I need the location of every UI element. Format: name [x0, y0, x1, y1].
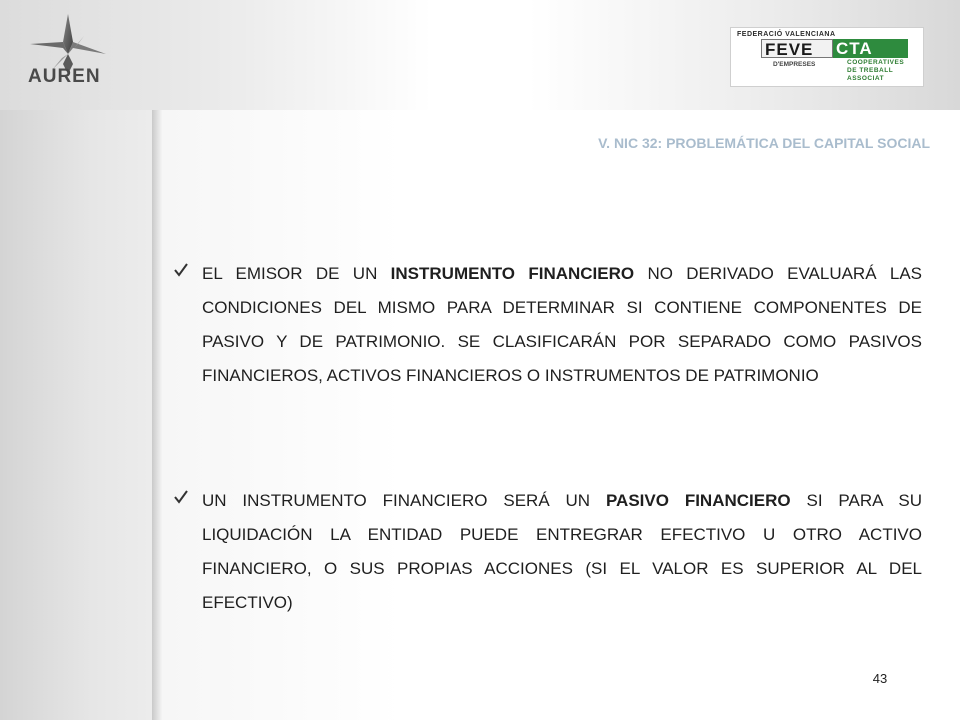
bullet-item-1	[172, 257, 922, 393]
checkmark-icon	[172, 488, 190, 506]
slide-content-area	[162, 110, 960, 720]
fevecta-sub-left: D'EMPRESES	[773, 61, 816, 68]
fevecta-wordmark	[761, 39, 908, 58]
fevecta-word-part2: CTA	[833, 39, 908, 58]
bullet-2-post: SI PARA SU LIQUIDACIÓN LA ENTIDAD PUEDE ENTREGRAR EFECTIVO U OTRO ACTIVO FINANCIERO, O SUS PROPIAS ACCIONES (SI EL VALOR ES SUPERIOR AL DEL EFECTIVO)	[202, 491, 922, 612]
sidebar-shadow	[152, 110, 162, 720]
bullet-2-pre: UN INSTRUMENTO FINANCIERO SERÁ UN	[202, 491, 606, 510]
bullet-1-pre: EL EMISOR DE UN	[202, 264, 391, 283]
fevecta-sub-right: COOPERATIVES DE TREBALL ASSOCIAT	[847, 59, 905, 82]
bullet-text-1	[202, 257, 922, 393]
checkmark-icon	[172, 261, 190, 279]
page-number: 43	[872, 671, 888, 686]
auren-wordmark: AUREN	[28, 66, 101, 87]
bullet-text-2	[202, 484, 922, 620]
bullet-item-2	[172, 484, 922, 620]
left-sidebar-band	[0, 110, 152, 720]
bullet-1-post: NO DERIVADO EVALUARÁ LAS CONDICIONES DEL MISMO PARA DETERMINAR SI CONTIENE COMPONENTES DE PASIVO Y DE PATRIMONIO. SE CLASIFICARÁN POR SEPARADO COMO PASIVOS FINANCIEROS, ACTIVOS FINANCIEROS O INSTRUMENTOS DE PATRIMONIO	[202, 264, 922, 385]
fevecta-top-line: FEDERACIÓ VALENCIANA	[737, 31, 836, 38]
section-title: V. NIC 32: PROBLEMÁTICA DEL CAPITAL SOCIAL	[598, 135, 930, 151]
bullet-2-bold: PASIVO FINANCIERO	[605, 491, 791, 510]
fevecta-logo	[730, 27, 924, 87]
fevecta-word-part1: FEVE	[761, 39, 833, 58]
bullet-1-bold: INSTRUMENTO FINANCIERO	[390, 264, 635, 283]
